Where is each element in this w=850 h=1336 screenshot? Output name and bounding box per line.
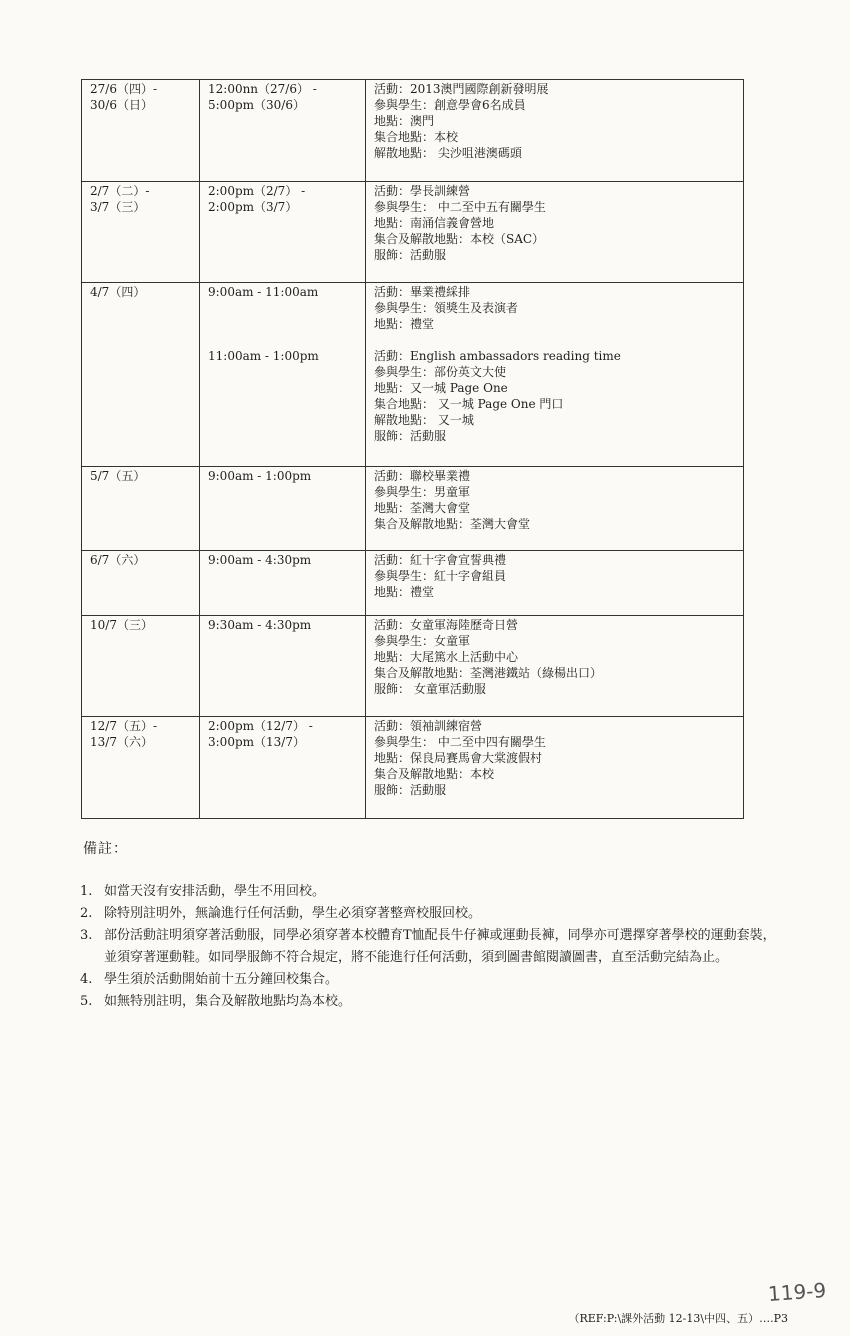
detail-line: 參與學生：女童軍 bbox=[374, 634, 471, 648]
detail-line: 活動：2013澳門國際創新發明展 bbox=[374, 82, 549, 96]
detail-line: 活動：學長訓練營 bbox=[374, 184, 471, 198]
details-cell bbox=[366, 717, 744, 819]
time-line: 9:30am - 4:30pm bbox=[208, 618, 312, 632]
date-line: 3/7（三） bbox=[90, 200, 146, 214]
time-line: 2:00pm（12/7） - bbox=[208, 719, 313, 733]
detail-line: 地點：保良局賽馬會大棠渡假村 bbox=[374, 751, 543, 765]
remark-text: 部份活動註明須穿著活動服，同學必須穿著本校體育T恤配長牛仔褲或運動長褲，同學亦可選擇穿著學校的運動套裝，並須穿著運動鞋。如同學服飾不符合規定，將不能進行任何活動，須到圖書館閱讀圖書，直至活動完結為止。 bbox=[104, 928, 776, 965]
detail-line: 活動：女童軍海陸歷奇日營 bbox=[374, 618, 519, 632]
time-line: 9:00am - 4:30pm bbox=[208, 553, 312, 567]
date-line: 2/7（二）- bbox=[90, 184, 150, 198]
time-line: 5:00pm（30/6） bbox=[208, 98, 305, 112]
time-line: 2:00pm（2/7） - bbox=[208, 184, 306, 198]
handwritten-page-note: 119-9 bbox=[767, 1278, 827, 1306]
remark-item bbox=[80, 903, 780, 925]
detail-line: 集合及解散地點：本校 bbox=[374, 767, 495, 781]
date-cell bbox=[82, 80, 200, 182]
schedule-row bbox=[82, 467, 744, 551]
date-line: 4/7（四） bbox=[90, 285, 146, 299]
detail-line: 參與學生： 中二至中五有關學生 bbox=[374, 200, 546, 214]
remark-text: 除特別註明外，無論進行任何活動，學生必須穿著整齊校服回校。 bbox=[104, 906, 482, 921]
date-line: 6/7（六） bbox=[90, 553, 146, 567]
detail-line: 集合地點： 又一城 Page One 門口 bbox=[374, 397, 564, 411]
detail-line: 參與學生：領獎生及表演者 bbox=[374, 301, 519, 315]
detail-line: 參與學生：部份英文大使 bbox=[374, 365, 507, 379]
detail-line: 集合地點：本校 bbox=[374, 130, 459, 144]
details-cell bbox=[366, 467, 744, 551]
schedule-row bbox=[82, 616, 744, 717]
detail-line: 活動：領袖訓練宿營 bbox=[374, 719, 483, 733]
detail-line: 地點：南涌信義會營地 bbox=[374, 216, 495, 230]
schedule-row bbox=[82, 717, 744, 819]
schedule-row bbox=[82, 182, 744, 283]
detail-line: 活動：紅十字會宣誓典禮 bbox=[374, 553, 507, 567]
detail-line: 活動：畢業禮綵排 bbox=[374, 285, 471, 299]
detail-line: 地點：澳門 bbox=[374, 114, 435, 128]
detail-line: 服飾：活動服 bbox=[374, 248, 447, 262]
detail-line: 服飾：活動服 bbox=[374, 429, 447, 443]
detail-line: 活動：聯校畢業禮 bbox=[374, 469, 471, 483]
activity-schedule-table bbox=[81, 79, 744, 819]
remark-text: 如當天沒有安排活動，學生不用回校。 bbox=[104, 884, 326, 899]
details-cell bbox=[366, 182, 744, 283]
detail-line: 地點：禮堂 bbox=[374, 317, 435, 331]
details-cell bbox=[366, 551, 744, 616]
remark-item bbox=[80, 881, 780, 903]
remark-number: 3. bbox=[80, 928, 93, 943]
detail-line: 集合及解散地點：本校（SAC） bbox=[374, 232, 545, 246]
time-cell bbox=[200, 616, 366, 717]
time-cell bbox=[200, 182, 366, 283]
date-cell bbox=[82, 467, 200, 551]
date-cell bbox=[82, 616, 200, 717]
schedule-row bbox=[82, 283, 744, 467]
remark-number: 4. bbox=[80, 972, 93, 987]
schedule-row bbox=[82, 80, 744, 182]
time-line: 12:00nn（27/6） - bbox=[208, 82, 317, 96]
date-cell bbox=[82, 182, 200, 283]
detail-line: 地點：禮堂 bbox=[374, 585, 435, 599]
detail-line: 服飾：活動服 bbox=[374, 783, 447, 797]
details-cell bbox=[366, 80, 744, 182]
date-line: 13/7（六） bbox=[90, 735, 153, 749]
detail-line: 地點：荃灣大會堂 bbox=[374, 501, 471, 515]
remark-item bbox=[80, 969, 780, 991]
time-cell bbox=[200, 551, 366, 616]
date-cell bbox=[82, 717, 200, 819]
detail-line: 解散地點： 尖沙咀港澳碼頭 bbox=[374, 146, 522, 160]
detail-line: 參與學生： 中二至中四有關學生 bbox=[374, 735, 546, 749]
date-line: 30/6（日） bbox=[90, 98, 153, 112]
details-cell bbox=[366, 283, 744, 467]
time-cell bbox=[200, 80, 366, 182]
date-cell bbox=[82, 551, 200, 616]
time-cell bbox=[200, 467, 366, 551]
detail-line: 參與學生：創意學會6名成員 bbox=[374, 98, 526, 112]
remark-text: 學生須於活動開始前十五分鐘回校集合。 bbox=[104, 972, 339, 987]
date-line: 10/7（三） bbox=[90, 618, 153, 632]
schedule-row bbox=[82, 551, 744, 616]
detail-line: 參與學生：紅十字會組員 bbox=[374, 569, 507, 583]
detail-line: 參與學生：男童軍 bbox=[374, 485, 471, 499]
time-line: 9:00am - 1:00pm bbox=[208, 469, 312, 483]
time-cell bbox=[200, 717, 366, 819]
detail-line: 活動：English ambassadors reading time bbox=[374, 349, 621, 363]
date-line: 27/6（四）- bbox=[90, 82, 158, 96]
date-cell bbox=[82, 283, 200, 467]
time-line: 3:00pm（13/7） bbox=[208, 735, 305, 749]
time-line: 2:00pm（3/7） bbox=[208, 200, 298, 214]
date-line: 5/7（五） bbox=[90, 469, 146, 483]
remarks-list bbox=[80, 881, 780, 1013]
time-cell bbox=[200, 283, 366, 467]
date-line: 12/7（五）- bbox=[90, 719, 158, 733]
detail-line: 地點：又一城 Page One bbox=[374, 381, 508, 395]
remark-number: 1. bbox=[80, 884, 93, 899]
time-line: 9:00am - 11:00am bbox=[208, 285, 319, 299]
remark-item bbox=[80, 991, 780, 1013]
remark-number: 5. bbox=[80, 994, 93, 1009]
detail-line: 服飾： 女童軍活動服 bbox=[374, 682, 486, 696]
time-line: 11:00am - 1:00pm bbox=[208, 349, 319, 363]
detail-line: 解散地點： 又一城 bbox=[374, 413, 474, 427]
detail-line: 集合及解散地點：荃灣大會堂 bbox=[374, 517, 531, 531]
remark-number: 2. bbox=[80, 906, 93, 921]
remark-item bbox=[80, 925, 780, 969]
footer-reference: （REF:P:\課外活動 12-13\中四、五）….P3 bbox=[568, 1312, 788, 1325]
details-cell bbox=[366, 616, 744, 717]
detail-line: 地點：大尾篤水上活動中心 bbox=[374, 650, 519, 664]
remark-text: 如無特別註明，集合及解散地點均為本校。 bbox=[104, 994, 352, 1009]
remarks-title: 備註： bbox=[83, 841, 128, 857]
detail-line: 集合及解散地點：荃灣港鐵站（綠楊出口） bbox=[374, 666, 603, 680]
